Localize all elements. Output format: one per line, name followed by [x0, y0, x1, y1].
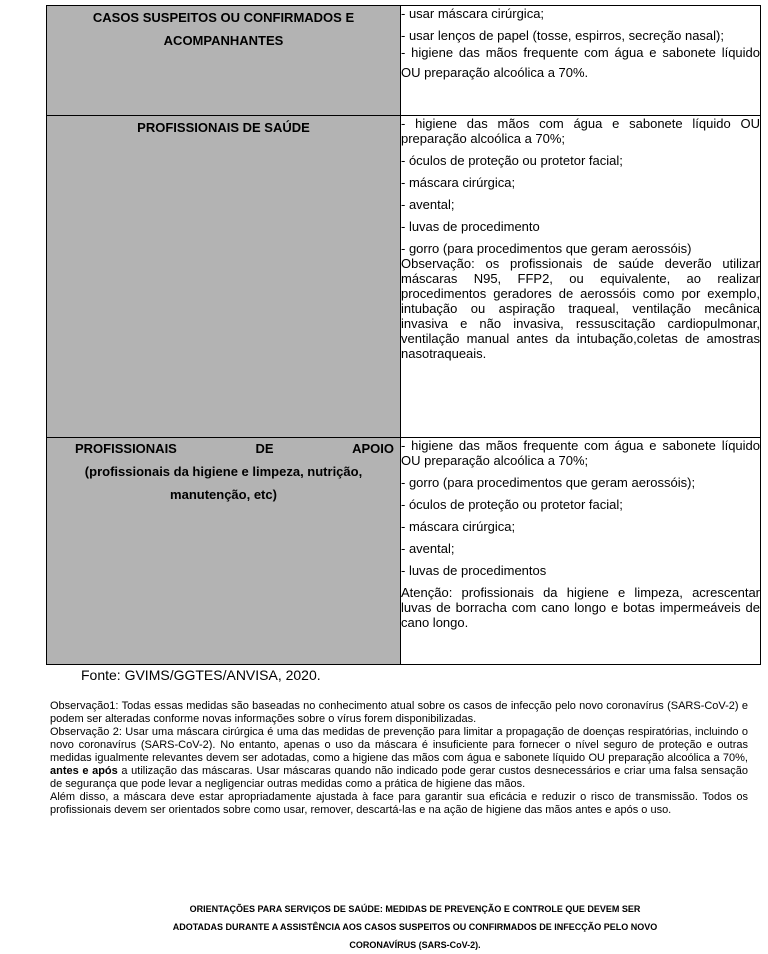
list-item: - máscara cirúrgica; [401, 519, 516, 534]
document-footer [120, 900, 710, 954]
measures-cell [401, 438, 761, 665]
category-label: manutenção, etc) [170, 487, 277, 502]
category-cell [47, 116, 401, 438]
category-word: PROFISSIONAIS [75, 441, 177, 456]
source-caption: Fonte: GVIMS/GGTES/ANVISA, 2020. [81, 667, 321, 683]
list-item: - óculos de proteção ou protetor facial; [401, 497, 623, 512]
list-item: - higiene das mãos frequente com água e sabonete líquido OU preparação alcoólica a 70%. [401, 45, 760, 80]
table-row [47, 116, 761, 438]
list-item: - luvas de procedimentos [401, 563, 547, 578]
list-item: - higiene das mãos com água e sabonete líquido OU preparação alcoólica a 70%; [401, 116, 760, 146]
ppe-table [46, 5, 761, 665]
table-row [47, 438, 761, 665]
list-item: - máscara cirúrgica; [401, 175, 516, 190]
category-label: PROFISSIONAIS DE SAÚDE [137, 120, 310, 135]
list-item: - higiene das mãos frequente com água e sabonete líquido OU preparação alcoólica a 70%; [401, 438, 760, 468]
list-item: - óculos de proteção ou protetor facial; [401, 153, 623, 168]
table-row [47, 6, 761, 116]
measures-cell [401, 116, 761, 438]
observation-2 [50, 726, 748, 791]
category-word: DE [255, 441, 274, 456]
category-label: CASOS SUSPEITOS OU CONFIRMADOS E [92, 10, 355, 25]
observation-2-emphasis: antes e após [50, 765, 118, 777]
category-label: ACOMPANHANTES [163, 33, 284, 48]
footer-line: ADOTADAS DURANTE A ASSISTÊNCIA AOS CASOS SUSPEITOS OU CONFIRMADOS DE INFECÇÃO PELO NOVO [172, 922, 658, 932]
attention-note: Atenção: profissionais da higiene e limpeza, acrescentar luvas de borracha com cano longo e botas impermeáveis de cano longo. [401, 585, 760, 630]
observation-2-text: Observação 2: Usar uma máscara cirúrgica é uma das medidas de prevenção para limitar a propagação de doenças respiratórias, incluindo o novo coronavírus (SARS-CoV-2). No entanto, apenas o uso da máscara é insuficiente para fornecer o nível seguro de proteção e outras medidas igualmente relevantes devem ser adotadas, como a higiene das mãos com água e sabonete líquido OU preparação alcoólica a 70%, [50, 726, 748, 764]
list-item: - avental; [401, 197, 455, 212]
observation-note: Observação: os profissionais de saúde deverão utilizar máscaras N95, FFP2, ou equivalente, ao realizar procedimentos geradores de aerossóis como por exemplo, intubação ou aspiração traqueal, ventilação mecânica invasiva e não invasiva, ressuscitação cardiopulmonar, ventilação manual antes da intubação,coletas de amostras nasotraqueais. [401, 256, 760, 361]
category-heading [47, 438, 400, 460]
category-cell [47, 6, 401, 116]
list-item: - usar lenços de papel (tosse, espirros, secreção nasal); [401, 28, 724, 43]
observation-1: Observação1: Todas essas medidas são baseadas no conhecimento atual sobre os casos de infecção pelo novo coronavírus (SARS-CoV-2) e podem ser alteradas conforme novas informações sobre o vírus forem disponibilizadas. [50, 700, 748, 725]
list-item: - usar máscara cirúrgica; [401, 6, 545, 21]
notes-block [50, 700, 748, 817]
category-label: (profissionais da higiene e limpeza, nutrição, [84, 464, 363, 479]
observation-3: Além disso, a máscara deve estar apropriadamente ajustada à face para garantir sua eficácia e reduzir o risco de transmissão. Todos os profissionais devem ser orientados sobre como usar, remover, descartá-las e na ação de higiene das mãos antes e após o uso. [50, 791, 748, 816]
footer-line: ORIENTAÇÕES PARA SERVIÇOS DE SAÚDE: MEDIDAS DE PREVENÇÃO E CONTROLE QUE DEVEM SER [189, 904, 641, 914]
footer-line: CORONAVÍRUS (SARS-CoV-2). [349, 940, 481, 950]
list-item: - avental; [401, 541, 455, 556]
measures-cell [401, 6, 761, 116]
observation-2-text-end: a utilização das máscaras. Usar máscaras quando não indicado pode gerar custos desnecessários e criar uma falsa sensação de segurança que pode levar a negligenciar outras medidas como a prática de higiene das mãos. [50, 765, 748, 790]
list-item: - luvas de procedimento [401, 219, 540, 234]
category-word: APOIO [352, 441, 394, 456]
list-item: - gorro (para procedimentos que geram aerossóis) [401, 241, 692, 256]
list-item: - gorro (para procedimentos que geram aerossóis); [401, 475, 696, 490]
category-cell [47, 438, 401, 665]
